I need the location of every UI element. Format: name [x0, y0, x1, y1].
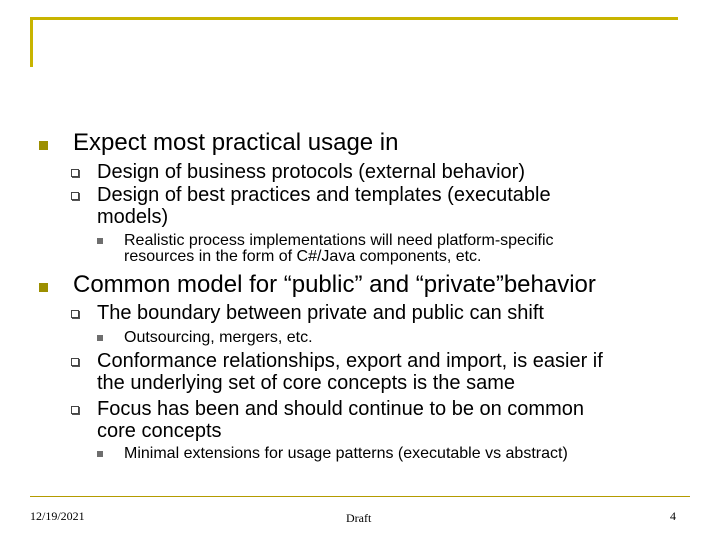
checkbox-bullet-icon	[71, 169, 79, 177]
square-bullet-icon	[39, 141, 48, 150]
bullet-text: Realistic process implementations will need platform-specific resources in the form of C#/Java components, etc.	[124, 232, 554, 265]
checkbox-bullet-icon	[71, 310, 79, 318]
checkbox-bullet-icon	[71, 406, 79, 414]
bullet-text: Common model for “public” and “private”behavior	[73, 271, 596, 298]
square-bullet-icon	[97, 335, 103, 341]
bullet-text: Design of best practices and templates (executable models)	[97, 184, 551, 228]
square-bullet-icon	[97, 451, 103, 457]
bullet-text: Design of business protocols (external behavior)	[97, 161, 525, 183]
bullet-text: Expect most practical usage in	[73, 129, 399, 156]
bullet-text: Minimal extensions for usage patterns (executable vs abstract)	[124, 445, 568, 462]
checkbox-bullet-icon	[71, 192, 79, 200]
page-number: 4	[670, 509, 676, 523]
bullet-text: The boundary between private and public can shift	[97, 302, 544, 324]
top-accent-line	[30, 17, 678, 20]
square-bullet-icon	[97, 238, 103, 244]
square-bullet-icon	[39, 283, 48, 292]
footer-draft-label: Draft	[346, 511, 372, 525]
bullet-text: Outsourcing, mergers, etc.	[124, 329, 313, 346]
bullet-text: Focus has been and should continue to be on common core concepts	[97, 398, 584, 442]
checkbox-bullet-icon	[71, 358, 79, 366]
left-accent-line	[30, 17, 33, 67]
footer-divider	[30, 496, 690, 497]
bullet-text: Conformance relationships, export and import, is easier if the underlying set of core concepts is the same	[97, 350, 603, 394]
footer-date: 12/19/2021	[30, 509, 85, 523]
